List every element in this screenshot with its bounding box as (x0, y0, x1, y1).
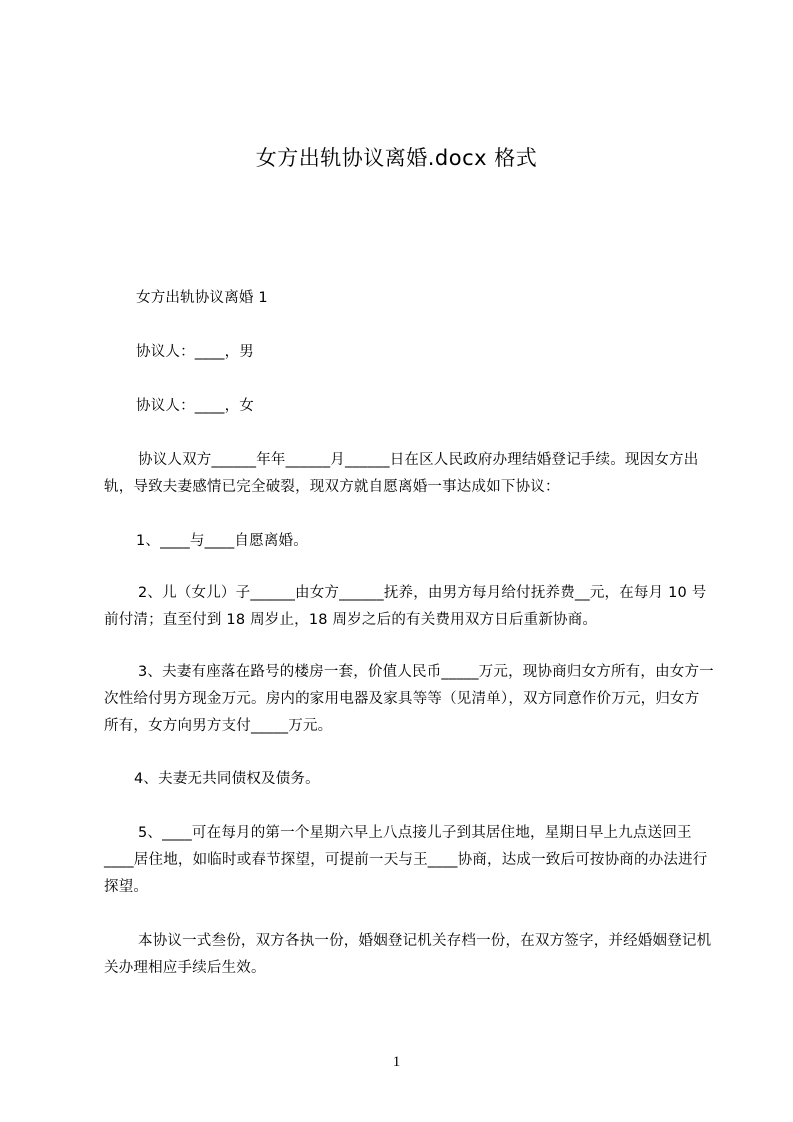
clause-3: 3、夫妻有座落在路号的楼房一套，价值人民币_____万元，现协商归女方所有，由女方一次性给付男方现金万元。房内的家用电器及家具等等（见清单），双方同意作价万元，归女方所有，女方向男方支付_____万元。 (104, 664, 714, 734)
section-heading: 女方出轨协议离婚 1 (136, 290, 268, 306)
closing-paragraph: 本协议一式叁份，双方各执一份，婚姻登记机关存档一份，在双方签字，并经婚姻登记机关办理相应手续后生效。 (104, 933, 712, 976)
document-title: 女方出轨协议离婚.docx 格式 (255, 146, 538, 170)
intro-paragraph: 协议人双方______年年______月______日在区人民政府办理结婚登记手续。现因女方出轨，导致夫妻感情已完全破裂，现双方就自愿离婚一事达成如下协议： (104, 452, 699, 495)
party-male-line: 协议人：____，男 (136, 344, 254, 360)
party-female-line: 协议人：____，女 (136, 398, 254, 414)
clause-2: 2、儿（女儿）子______由女方______抚养，由男方每月给付抚养费__元，在每月 10 号前付清；直至付到 18 周岁止，18 周岁之后的有关费用双方日后重新协商。 (104, 585, 707, 628)
clause-4: 4、夫妻无共同债权及债务。 (134, 771, 320, 787)
page-number: 1 (392, 1054, 401, 1070)
clause-1: 1、____与____自愿离婚。 (136, 533, 308, 549)
clause-5: 5、____可在每月的第一个星期六早上八点接儿子到其居住地，星期日早上九点送回王____居住地，如临时或春节探望，可提前一天与王____协商，达成一致后可按协商的办法进行探望。 (104, 825, 708, 895)
